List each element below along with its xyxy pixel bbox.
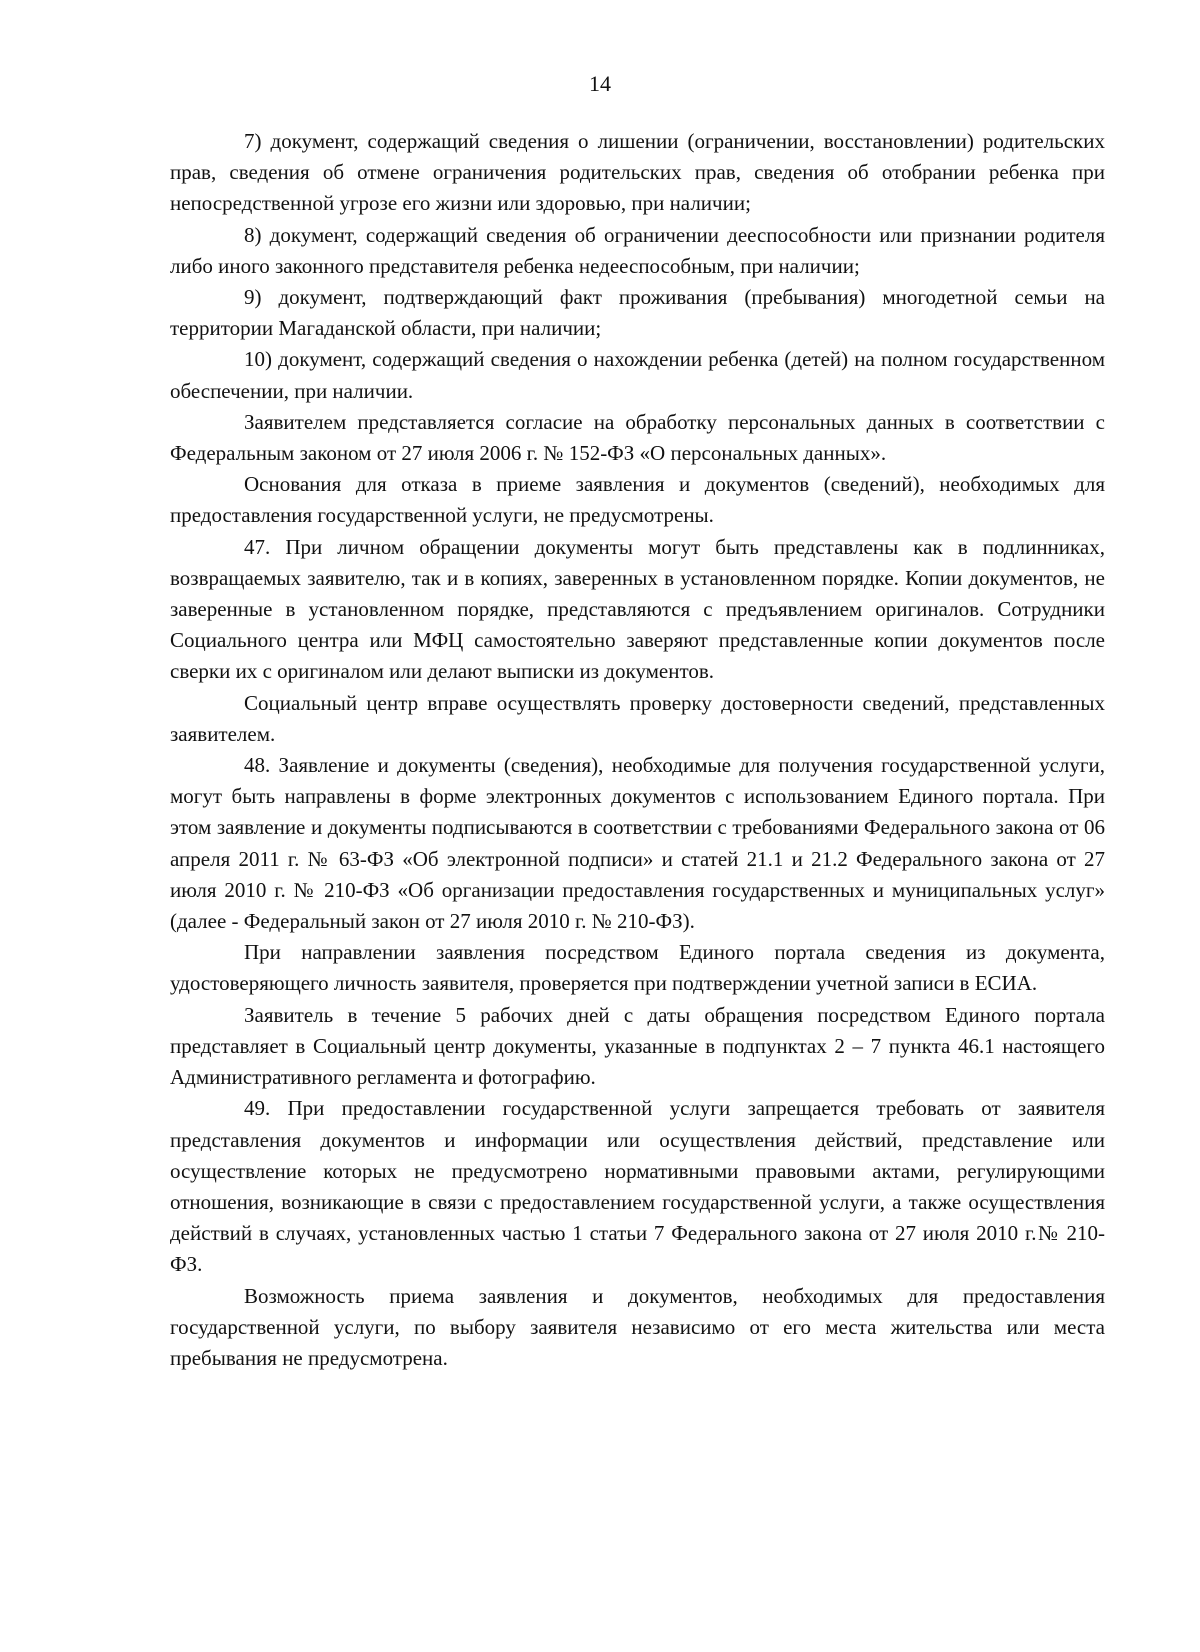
paragraph-item-8: 8) документ, содержащий сведения об ограничении дееспособности или признании родителя либо иного законного представителя ребенка недееспособным, при наличии; — [170, 222, 1105, 278]
paragraph-portal-identity: При направлении заявления посредством Единого портала сведения из документа, удостоверяющего личность заявителя, проверяется при подтверждении учетной записи в ЕСИА. — [170, 940, 1105, 996]
paragraph-item-9: 9) документ, подтверждающий факт проживания (пребывания) многодетной семьи на территории Магаданской области, при наличии; — [170, 285, 1105, 341]
paragraph-residence: Возможность приема заявления и документов, необходимых для предоставления государственной услуги, по выбору заявителя независимо от его места жительства или места пребывания не предусмотрена. — [170, 1283, 1105, 1370]
paragraph-verification: Социальный центр вправе осуществлять проверку достоверности сведений, представленных заявителем. — [170, 690, 1105, 746]
paragraph-five-days: Заявитель в течение 5 рабочих дней с даты обращения посредством Единого портала представляет в Социальный центр документы, указанные в подпунктах 2 – 7 пункта 46.1 настоящего Административного регламента и фотографию. — [170, 1002, 1105, 1090]
document-body — [170, 126, 1105, 1374]
paragraph-clause-49: 49. При предоставлении государственной услуги запрещается требовать от заявителя представления документов и информации или осуществления действий, представление или осуществление которых не предусмотрено нормативными правовыми актами, регулирующими отношения, возникающие в связи с предоставлением государственной услуги, а также осуществления действий в случаях, установленных частью 1 статьи 7 Федерального закона от 27 июля 2010 г.№ 210-ФЗ. — [170, 1096, 1105, 1277]
page-number: 14 — [589, 71, 611, 96]
paragraph-item-7: 7) документ, содержащий сведения о лишении (ограничении, восстановлении) родительских прав, сведения об отмене ограничения родительских прав, сведения об отобрании ребенка при непосредственной угрозе его жизни или здоровью, при наличии; — [170, 129, 1105, 216]
paragraph-clause-47: 47. При личном обращении документы могут быть представлены как в подлинниках, возвращаемых заявителю, так и в копиях, заверенных в установленном порядке. Копии документов, не заверенные в установленном порядке, представляются с предъявлением оригиналов. Сотрудники Социального центра или МФЦ самостоятельно заверяют представленные копии документов после сверки их с оригиналом или делают выписки из документов. — [170, 534, 1105, 684]
paragraph-clause-48: 48. Заявление и документы (сведения), необходимые для получения государственной услуги, могут быть направлены в форме электронных документов с использованием Единого портала. При этом заявление и документы подписываются в соответствии с требованиями Федерального закона от 06 апреля 2011 г. № 63-ФЗ «Об электронной подписи» и статей 21.1 и 21.2 Федерального закона от 27 июля 2010 г. № 210-ФЗ «Об организации предоставления государственных и муниципальных услуг» (далее - Федеральный закон от 27 июля 2010 г. № 210-ФЗ). — [170, 753, 1105, 934]
paragraph-consent: Заявителем представляется согласие на обработку персональных данных в соответствии с Федеральным законом от 27 июля 2006 г. № 152-ФЗ «О персональных данных». — [170, 409, 1105, 466]
paragraph-refusal-grounds: Основания для отказа в приеме заявления и документов (сведений), необходимых для предоставления государственной услуги, не предусмотрены. — [170, 472, 1105, 528]
paragraph-item-10: 10) документ, содержащий сведения о нахождении ребенка (детей) на полном государственном обеспечении, при наличии. — [170, 347, 1105, 403]
